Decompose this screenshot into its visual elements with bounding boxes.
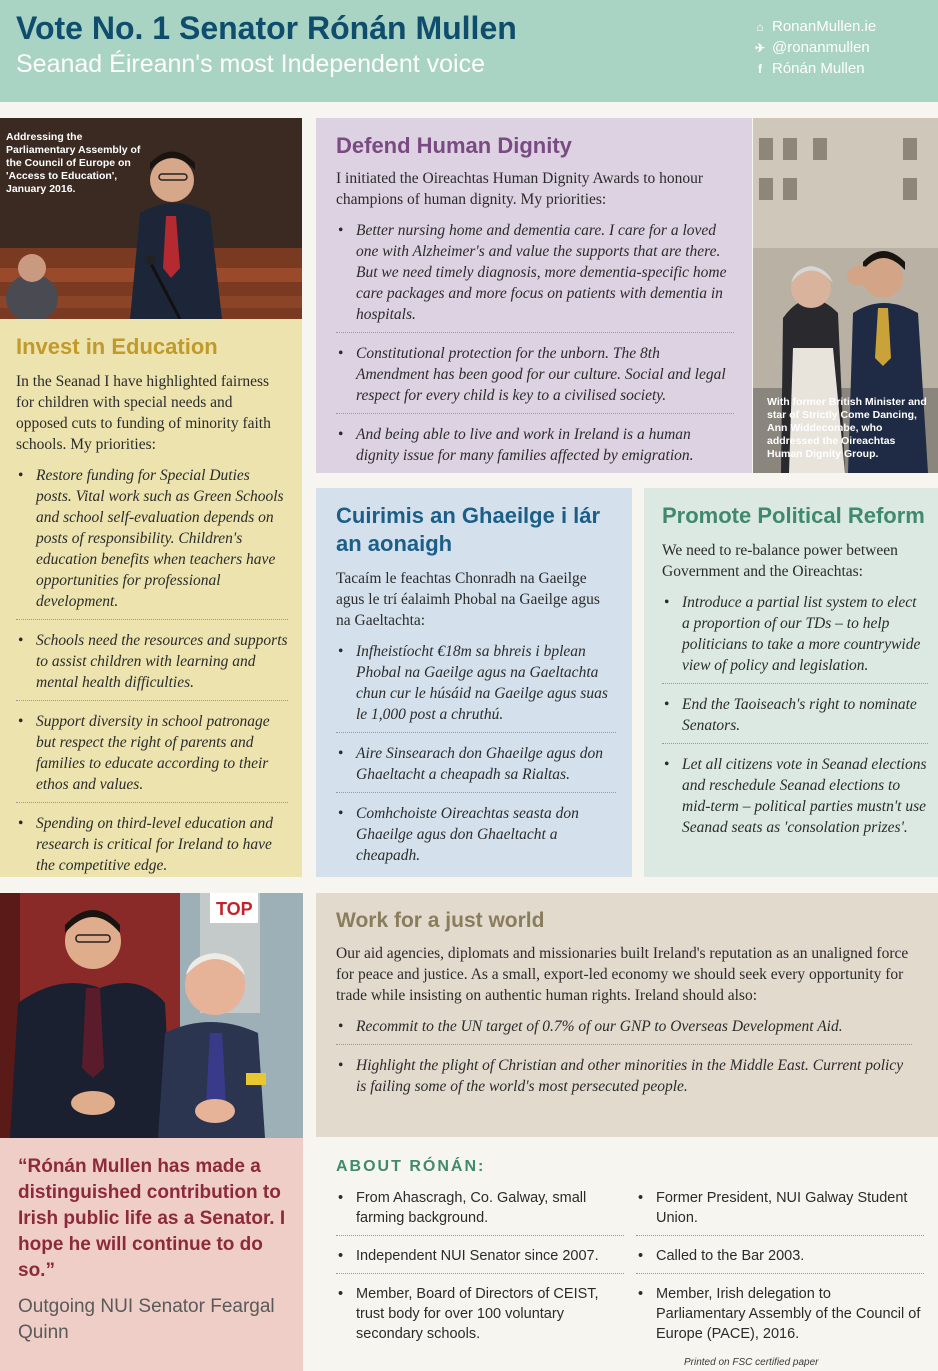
reform-heading: Promote Political Reform	[662, 503, 925, 528]
divider	[336, 1044, 912, 1045]
divider	[336, 1235, 624, 1236]
divider	[16, 700, 288, 701]
about-item: • Called to the Bar 2003.	[636, 1246, 924, 1266]
about-panel	[316, 1138, 938, 1371]
divider	[336, 1273, 624, 1274]
divider	[16, 619, 288, 620]
dignity-panel	[316, 118, 752, 473]
education-heading: Invest in Education	[16, 334, 218, 359]
printed-note: Printed on FSC certified paper	[684, 1357, 819, 1368]
photo-widdecombe-caption: With former British Minister and star of Strictly Come Dancing, Ann Widdecombe, who addressed the Oireachtas Human Dignity Group.	[767, 396, 927, 460]
photo-quinn-image	[0, 893, 303, 1138]
gaeilge-intro: Tacaím le feachtas Chonradh na Gaeilge agus le trí éalaimh Phobal na Gaeilge agus na Gaeltachta:	[336, 570, 600, 629]
world-heading: Work for a just world	[336, 909, 545, 932]
social-links	[752, 16, 932, 79]
photo-quinn	[0, 893, 303, 1138]
photo-assembly	[0, 118, 302, 319]
endorsement-quote: “Rónán Mullen has made a distinguished contribution to Irish public life as a Senator. I hope he will continue to do so.”	[18, 1156, 286, 1281]
twitter-text: @ronanmullen	[772, 39, 870, 56]
world-item: • Highlight the plight of Christian and other minorities in the Middle East. Current policy is failing some of the world's most persecuted people.	[336, 1055, 912, 1097]
about-item: • From Ahascragh, Co. Galway, small farming background.	[336, 1188, 624, 1228]
quote-attribution: Outgoing NUI Senator Feargal Quinn	[18, 1296, 275, 1343]
education-item: • Restore funding for Special Duties posts. Vital work such as Green Schools and school self-evaluation depends on posts of responsibility. Children's education benefits when teachers have opportunities for professional development.	[16, 465, 288, 612]
photo-widdecombe	[753, 118, 938, 473]
about-right-column	[636, 1188, 924, 1344]
divider	[336, 332, 734, 333]
reform-item: • Introduce a partial list system to elect a proportion of our TDs – to help politicians to take a more countrywide view of policy and legislation.	[662, 592, 928, 676]
world-intro: Our aid agencies, diplomats and missionaries built Ireland's reputation as an unaligned force for peace and justice. As a small, export-led economy we should seek every opportunity for trade while insisting on authentic human rights. Ireland should also:	[336, 945, 909, 1004]
gaeilge-heading: Cuirimis an Ghaeilge i lár an aonaigh	[336, 503, 601, 556]
world-panel	[316, 893, 938, 1137]
education-item: • Schools need the resources and supports to assist children with learning and mental health difficulties.	[16, 630, 288, 693]
education-item: • Spending on third-level education and research is critical for Ireland to have the competitive edge.	[16, 813, 288, 876]
home-icon: ⌂	[756, 19, 764, 34]
divider	[662, 683, 928, 684]
page-subtitle: Seanad Éireann's most Independent voice	[16, 50, 485, 78]
dignity-item: • Better nursing home and dementia care. I care for a loved one with Alzheimer's and value the supports that are there. But we need timely diagnosis, more dementia-specific home care packages and more focus on patients with dementia in hospitals.	[336, 220, 734, 325]
about-left-column	[336, 1188, 624, 1344]
about-heading: ABOUT RÓNÁN:	[336, 1158, 486, 1175]
about-item: • Member, Board of Directors of CEIST, trust body for over 100 voluntary secondary schools.	[336, 1284, 624, 1344]
quote-panel	[0, 1138, 303, 1371]
reform-item: • Let all citizens vote in Seanad elections and reschedule Seanad elections to mid-term – political parties mustn't use Seanad seats as 'consolation prizes'.	[662, 754, 928, 838]
website-text: RonanMullen.ie	[772, 18, 877, 35]
facebook-text: Rónán Mullen	[772, 60, 865, 77]
website-link[interactable]	[752, 16, 932, 37]
gaeilge-panel	[316, 488, 632, 877]
divider	[636, 1273, 924, 1274]
shop-sign-text: TOP	[216, 899, 253, 919]
twitter-icon: ✈	[754, 40, 766, 55]
dignity-item: • Constitutional protection for the unborn. The 8th Amendment has been good for our culture. Social and legal respect for every child is key to a civilised society.	[336, 343, 734, 406]
gaeilge-item: • Infheistíocht €18m sa bhreis i bplean Phobal na Gaeilge agus na Gaeltachta chun cur le húsáid na Gaeilge agus suas le 1,000 post a chruthú.	[336, 641, 616, 725]
facebook-icon: f	[758, 61, 762, 76]
reform-intro: We need to re-balance power between Government and the Oireachtas:	[662, 542, 898, 580]
divider	[636, 1235, 924, 1236]
education-item: • Support diversity in school patronage but respect the right of parents and families to educate according to their ethos and values.	[16, 711, 288, 795]
divider	[336, 792, 616, 793]
dignity-item: • And being able to live and work in Ireland is a human dignity issue for many families affected by emigration.	[336, 424, 734, 466]
dignity-intro: I initiated the Oireachtas Human Dignity Awards to honour champions of human dignity. My priorities:	[336, 170, 704, 208]
reform-panel	[644, 488, 938, 877]
divider	[16, 802, 288, 803]
world-item: • Recommit to the UN target of 0.7% of our GNP to Overseas Development Aid.	[336, 1016, 912, 1037]
divider	[336, 732, 616, 733]
education-intro: In the Seanad I have highlighted fairness for children with special needs and opposed cuts to funding of minority faith schools. My priorities:	[16, 373, 271, 453]
about-item: • Former President, NUI Galway Student Union.	[636, 1188, 924, 1228]
header-banner	[0, 0, 938, 102]
page-title: Vote No. 1 Senator Rónán Mullen	[16, 10, 517, 46]
divider	[662, 743, 928, 744]
twitter-link[interactable]	[752, 37, 932, 58]
education-panel	[0, 319, 302, 877]
reform-item: • End the Taoiseach's right to nominate Senators.	[662, 694, 928, 736]
dignity-heading: Defend Human Dignity	[336, 133, 572, 158]
facebook-link[interactable]	[752, 58, 932, 79]
about-item: • Member, Irish delegation to Parliamentary Assembly of the Council of Europe (PACE), 2016.	[636, 1284, 924, 1344]
divider	[336, 413, 734, 414]
gaeilge-item: • Comhchoiste Oireachtas seasta don Ghaeilge agus don Ghaeltacht a cheapadh.	[336, 803, 616, 866]
photo-assembly-caption: Addressing the Parliamentary Assembly of the Council of Europe on 'Access to Education', January 2016.	[6, 131, 141, 195]
about-item: • Independent NUI Senator since 2007.	[336, 1246, 624, 1266]
gaeilge-item: • Aire Sinsearach don Ghaeilge agus don Ghaeltacht a cheapadh sa Rialtas.	[336, 743, 616, 785]
